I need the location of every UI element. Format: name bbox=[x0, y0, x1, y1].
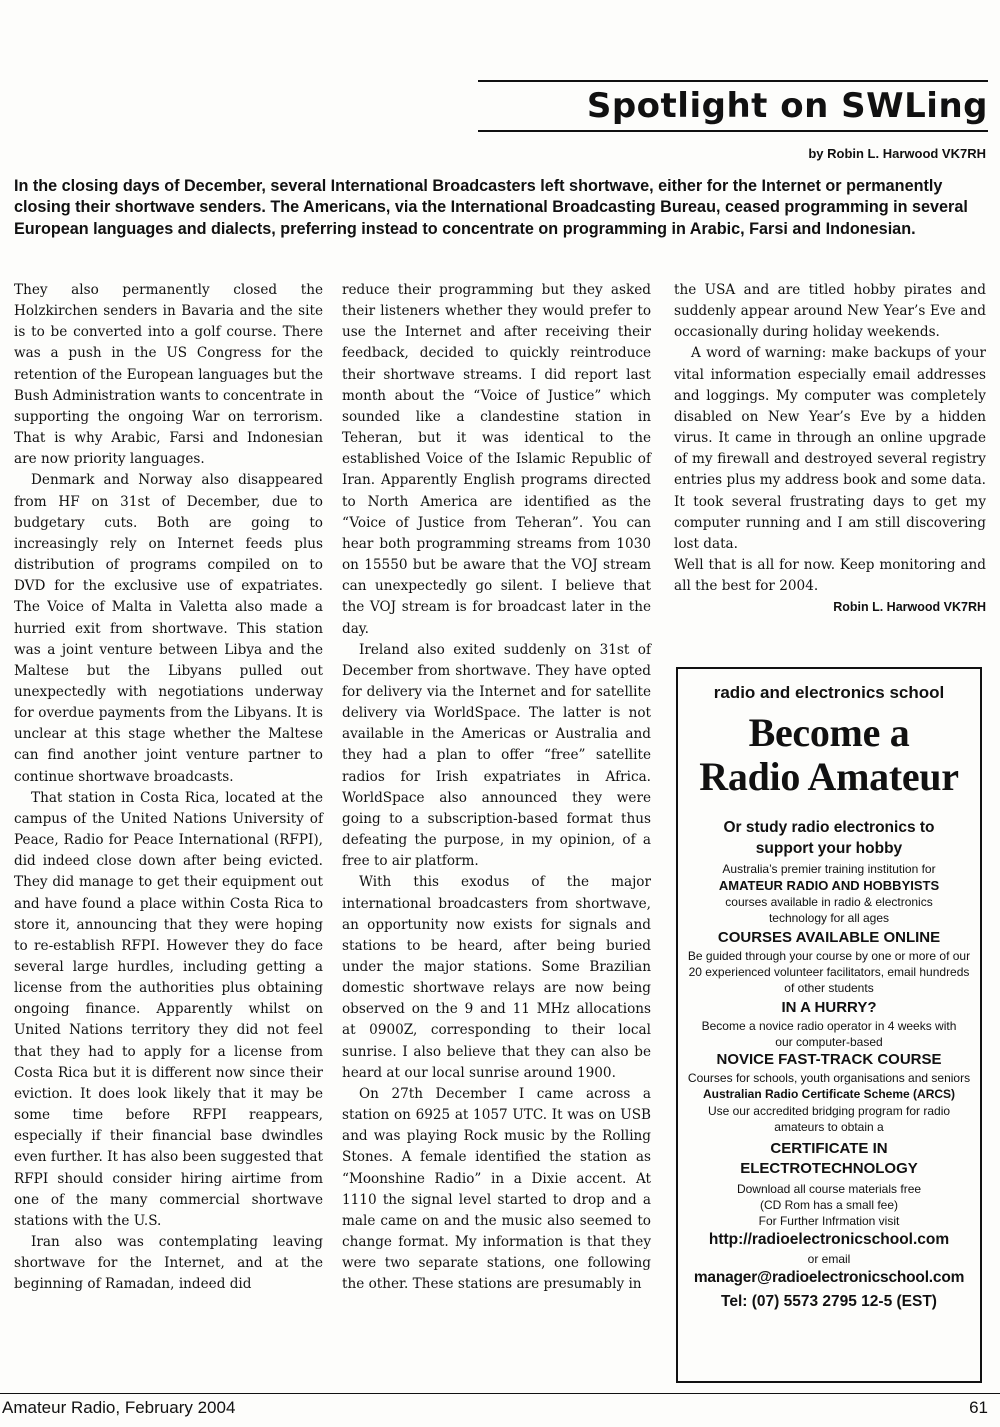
ad-text: Australia’s premier training institution for bbox=[722, 862, 936, 876]
ad-heading-hurry: IN A HURRY? bbox=[781, 999, 877, 1016]
article-column-2 bbox=[342, 280, 651, 1296]
ad-heading-novice: NOVICE FAST-TRACK COURSE bbox=[716, 1051, 942, 1068]
paragraph: They also permanently closed the Holzkirchen senders in Bavaria and the site is to be converted into a golf course. There was a push in the US Congress for the retention of the European languages but the Bush Administration wants to concentrate in supporting the ongoing War on terrorism. That is why Arabic, Farsi and Indonesian are now priority languages. bbox=[14, 282, 323, 468]
paragraph: Ireland also exited suddenly on 31st of December from shortwave. They have opted for delivery via the Internet and for satellite delivery via WorldSpace. The latter is not available in the Americas or Australia and they had a plan to offer “free” satellite radios for Irish expatriates in Africa. WorldSpace also announced they were going to a subscription-based format thus defeating the purpose, in my opinion, of a free to air platform. bbox=[342, 641, 651, 870]
ad-heading-arcs: Australian Radio Certificate Scheme (ARCS) bbox=[702, 1087, 956, 1101]
footer-rule bbox=[0, 1393, 1000, 1394]
ad-text: courses available in radio & electronics technology for all ages bbox=[725, 895, 933, 925]
ad-website-link[interactable]: http://radioelectronicschool.com bbox=[708, 1231, 950, 1248]
paragraph: reduce their programming but they asked their listeners whether they would prefer to use the Internet and after receiving their feedback, decided to quickly reintroduce their shortwave streams. I did report last month about the “Voice of Justice” which sounded like a clandestine station in Teheran, but it was identical to the established Voice of the Islamic Republic of Iran. Apparently English programs directed to North America are identified as the “Voice of Justice from Teheran”. You can hear both programming streams from 1030 on 15550 but be aware that the VOJ stream can unexpectedly go silent. I believe that the VOJ stream is for broadcast later in the day. bbox=[342, 282, 651, 637]
paragraph: the USA and are titled hobby pirates and suddenly appear around New Year’s Eve and occasionally during holiday weekends. bbox=[674, 282, 986, 341]
paragraph: Iran also was contemplating leaving shortwave for the Internet, and at the beginning of Ramadan, indeed did bbox=[14, 1234, 323, 1293]
paragraph: That station in Costa Rica, located at the campus of the United Nations University of Peace, Radio for Peace International (RFPI), did indeed close down after being evicted. They did manage to get their equipment out and have found a place within Costa Rica to store it, announcing that they were hoping to re-establish RFPI. However they do face several large hurdles, including getting a license from the authorities plus obtaining ongoing finance. Apparently whilst on United Nations territory they did not feel that they had to apply for a license from Costa Rica but it is different now since their eviction. It does look likely that it may be some time before RFPI reappears, especially if their financial base dwindles even further. It has also been suggested that RFPI should consider hiring airtime from one of the many commercial shortwave stations with the U.S. bbox=[14, 789, 323, 1229]
ad-subhead: Or study radio electronics to support your hobby bbox=[723, 819, 935, 857]
intro-paragraph: In the closing days of December, several International Broadcasters left shortwave, either for the Internet or permanently closing their shortwave senders. The Americans, via the International Broadcasting Bureau, ceased programming in several European languages and dialects, preferring instead to concentrate on programming in Arabic, Farsi and Indonesian. bbox=[14, 177, 968, 238]
ad-text: Courses for schools, youth organisations and seniors bbox=[687, 1071, 971, 1085]
ad-heading-online: COURSES AVAILABLE ONLINE bbox=[717, 929, 941, 946]
paragraph: With this exodus of the major international broadcasters from shortwave, an opportunity now exists for signals and stations to be heard, after being buried under the major stations. Some Brazilian domestic shortwave relays are now being observed on the 9 and 11 MHz allocations at 0900Z, corresponding to their local sunrise. I also believe that they can also be heard at our local sunrise around 1900. bbox=[342, 874, 651, 1081]
byline: by Robin L. Harwood VK7RH bbox=[808, 146, 986, 161]
title-bottom-rule bbox=[478, 130, 988, 132]
paragraph: A word of warning: make backups of your vital information especially email addresses and loggings. My computer was completely disabled on New Year’s Eve by a hidden virus. It came in through an online upgrade of my firewall and destroyed several registry entries plus my address book and some data. It took several frustrating days to get my computer running and I am still discovering lost data. bbox=[674, 345, 986, 552]
ad-text: Download all course materials free bbox=[736, 1182, 922, 1196]
ad-headline-line2: Radio Amateur bbox=[699, 754, 959, 799]
paragraph: Denmark and Norway also disappeared from HF on 31st of December, due to budgetary cuts. Both are going to increasingly rely on Internet feeds plus distribution of programs compiled on to DVD for the exclusive use of expatriates. The Voice of Malta in Valetta also made a hurried exit from shortwave. This station was a joint venture between Libya and the Maltese but the Libyans pulled out unexpectedly with negotiations underway for overdue payments from the Libyans. It is unclear at this stage whether the Maltese can find another joint venture partner to continue shortwave broadcasts. bbox=[14, 472, 323, 785]
paragraph: Well that is all for now. Keep monitoring and all the best for 2004. bbox=[674, 557, 986, 595]
author-signature: Robin L. Harwood VK7RH bbox=[833, 600, 986, 615]
article-column-1 bbox=[14, 280, 323, 1296]
ad-text: Become a novice radio operator in 4 weeks with our computer-based bbox=[701, 1019, 957, 1049]
ad-email-link[interactable]: manager@radioelectronicschool.com bbox=[693, 1269, 965, 1286]
ad-text: or email bbox=[807, 1252, 851, 1266]
ad-phone: Tel: (07) 5573 2795 12-5 (EST) bbox=[721, 1293, 937, 1310]
article-column-3 bbox=[674, 280, 986, 618]
ad-heading-certificate: CERTIFICATE IN ELECTROTECHNOLOGY bbox=[740, 1140, 918, 1177]
page-number: 61 bbox=[969, 1398, 988, 1417]
paragraph: On 27th December I came across a station on 6925 at 1057 UTC. It was on USB and was playing Rock music by the Rolling Stones. A female identified the station as “Moonshine Radio” in a Dixie accent. At 1110 the signal level started to drop and a male came on and the music also seemed to change format. My information is that they were two separate stations, one following the other. These stations are presumably in bbox=[342, 1085, 651, 1293]
advertisement-box bbox=[676, 667, 982, 1383]
ad-heading: AMATEUR RADIO AND HOBBYISTS bbox=[718, 878, 940, 893]
footer-publication: Amateur Radio, February 2004 bbox=[2, 1398, 236, 1417]
page-title: Spotlight on SWLing bbox=[586, 86, 988, 126]
ad-text: Use our accredited bridging program for radio amateurs to obtain a bbox=[707, 1104, 951, 1134]
title-top-rule bbox=[478, 80, 988, 82]
ad-text: Be guided through your course by one or more of our 20 experienced volunteer facilitators, email hundreds of other students bbox=[687, 949, 971, 995]
ad-text: (CD Rom has a small fee) bbox=[759, 1198, 899, 1212]
ad-headline-line1: Become a bbox=[748, 710, 910, 755]
ad-school-name: radio and electronics school bbox=[713, 683, 945, 702]
ad-text: For Further Infrmation visit bbox=[758, 1214, 900, 1228]
